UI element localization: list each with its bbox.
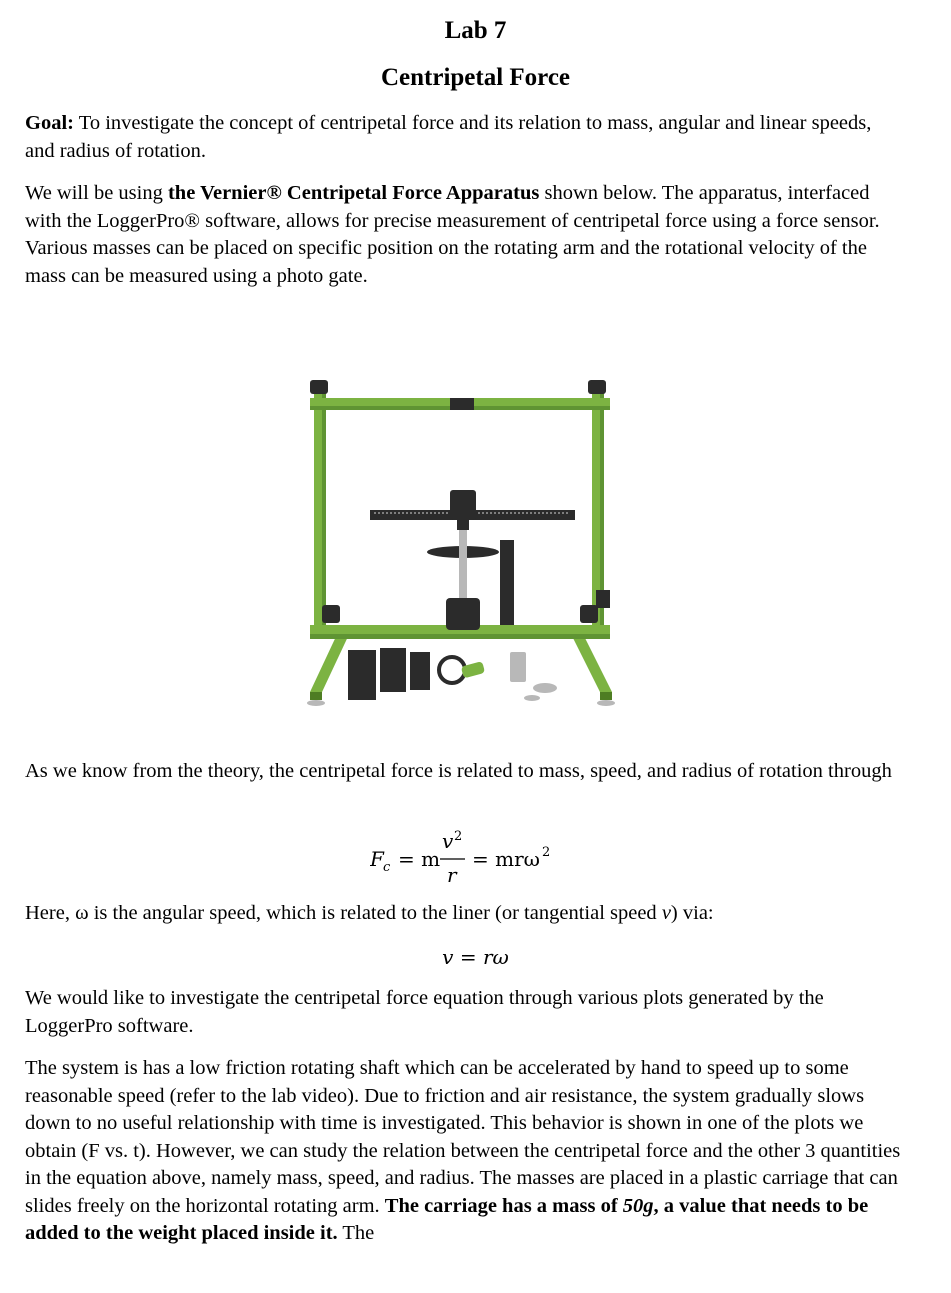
eq-lhs: F — [370, 847, 384, 871]
system-text: The system is has a low friction rotating shaft which can be accelerated by hand to speed up to some reasonable speed (refer to the lab video). Due to friction and air resistance, the system gradually slows down to no useful relationship with time is investigated. This behavior is shown in one of the plots we obtain (F vs. t). However, we can study the relation between the centripetal force and the other 3 quantities in the equation above, namely mass, speed, and radius. The masses are placed in a plastic carriage that can slides freely on the horizontal rotating arm. — [25, 1057, 901, 1217]
pulley-wheel — [439, 657, 465, 683]
eq-lhs-sub: c — [383, 860, 391, 875]
system-paragraph — [25, 1055, 905, 1248]
centripetal-force-equation — [370, 826, 590, 886]
angular-speed-paragraph — [25, 900, 905, 928]
intro-post: shown below. The apparatus, interfaced with the LoggerPro® software, allows for precise measurement of centripetal force using a force sensor. Various masses can be placed on specific position on the rotating arm and the rotational velocity of the mass can be measured using a photo gate. — [25, 182, 880, 287]
top-right-knob — [588, 380, 606, 394]
here-var: v — [661, 902, 671, 924]
equation-svg — [370, 826, 590, 886]
lab-title-heading: Centripetal Force — [380, 64, 571, 91]
eq-part2-sup: 2 — [542, 845, 551, 860]
system-tail: The — [337, 1222, 375, 1244]
here-text-end: ) via: — [670, 902, 714, 924]
eq-numerator: v — [442, 829, 454, 853]
rotating-shaft — [459, 530, 467, 600]
top-left-knob — [310, 380, 328, 394]
intro-pre: We will be using — [25, 182, 168, 204]
carriage-note-part2: , a value that needs to be added to the weight placed inside it. — [25, 1194, 869, 1244]
shaft-base — [446, 598, 480, 630]
force-sensor — [450, 490, 476, 520]
carriage-mass: 50g — [622, 1194, 654, 1217]
eq-numerator-sup: 2 — [454, 829, 463, 844]
carriage-accessory — [348, 650, 376, 700]
mass-weight — [510, 652, 526, 682]
lab-number-heading: Lab 7 — [444, 17, 507, 44]
apparatus-illustration — [300, 370, 630, 720]
eq-denominator: r — [447, 863, 457, 886]
goal-label: Goal: — [25, 112, 74, 134]
here-text: Here, ω is the angular speed, which is related to the liner (or tangential speed — [25, 902, 662, 924]
goal-paragraph — [25, 110, 905, 165]
investigate-paragraph: We would like to investigate the centripetal force equation through various plots generated by the LoggerPro software. — [25, 987, 824, 1037]
carriage-note-part1: The carriage has a mass of — [384, 1194, 623, 1217]
top-clamp — [450, 398, 474, 410]
apparatus-name: the Vernier® Centripetal Force Apparatus — [167, 182, 540, 204]
theory-paragraph: As we know from the theory, the centripetal force is related to mass, speed, and radius of rotation through — [25, 760, 892, 782]
apparatus-figure — [300, 370, 630, 720]
photogate — [500, 540, 514, 625]
eq-part1: = m — [398, 847, 441, 871]
eq-part2: = mrω — [472, 847, 540, 871]
intro-paragraph — [25, 180, 905, 290]
linear-speed-equation: v = rω — [442, 945, 509, 969]
goal-text: To investigate the concept of centripetal force and its relation to mass, angular and linear speeds, and radius of rotation. — [25, 112, 872, 162]
